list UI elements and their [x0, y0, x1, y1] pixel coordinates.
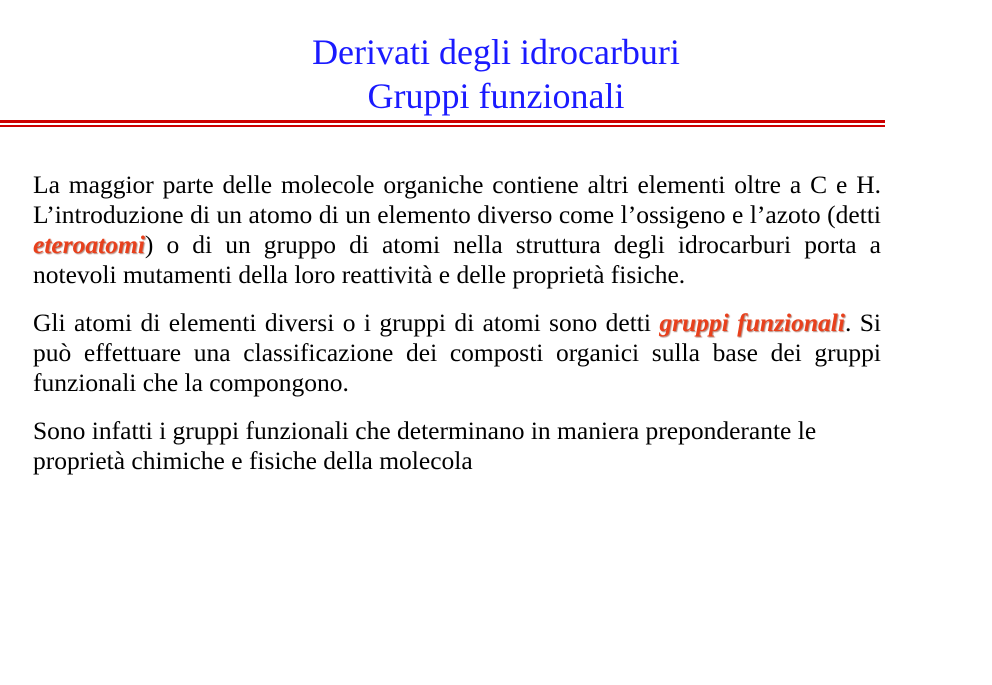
paragraph-1-text-after: ) o di un gruppo di atomi nella struttura degli idrocarburi porta a notevoli mutamenti della loro reattività e delle proprietà fisiche. — [33, 230, 881, 289]
title-divider-thick — [0, 120, 885, 123]
paragraph-1-text-before: La maggior parte delle molecole organiche contiene altri elementi oltre a C e H. L’introduzione di un atomo di un elemento diverso come l’ossigeno e l’azoto (detti — [33, 170, 881, 229]
paragraph-functional-groups — [33, 308, 881, 398]
paragraph-conclusion: Sono infatti i gruppi funzionali che determinano in maniera preponderante le proprietà chimiche e fisiche della molecola — [33, 416, 817, 475]
paragraph-heteroatoms — [33, 170, 881, 290]
paragraph-2-text-after: . Si può effettuare una classificazione dei composti organici sulla base dei gruppi funzionali che la compongono. — [33, 308, 881, 397]
slide-body — [33, 170, 881, 494]
title-line-2: Gruppi funzionali — [367, 76, 625, 116]
title-line-1: Derivati degli idrocarburi — [312, 32, 680, 72]
title-divider-thin — [0, 125, 885, 127]
paragraph-2-text-before: Gli atomi di elementi diversi o i gruppi di atomi sono detti — [33, 308, 660, 337]
term-eteroatomi: eteroatomi — [33, 230, 145, 259]
slide-title — [0, 30, 992, 118]
term-gruppi-funzionali: gruppi funzionali — [659, 308, 845, 337]
